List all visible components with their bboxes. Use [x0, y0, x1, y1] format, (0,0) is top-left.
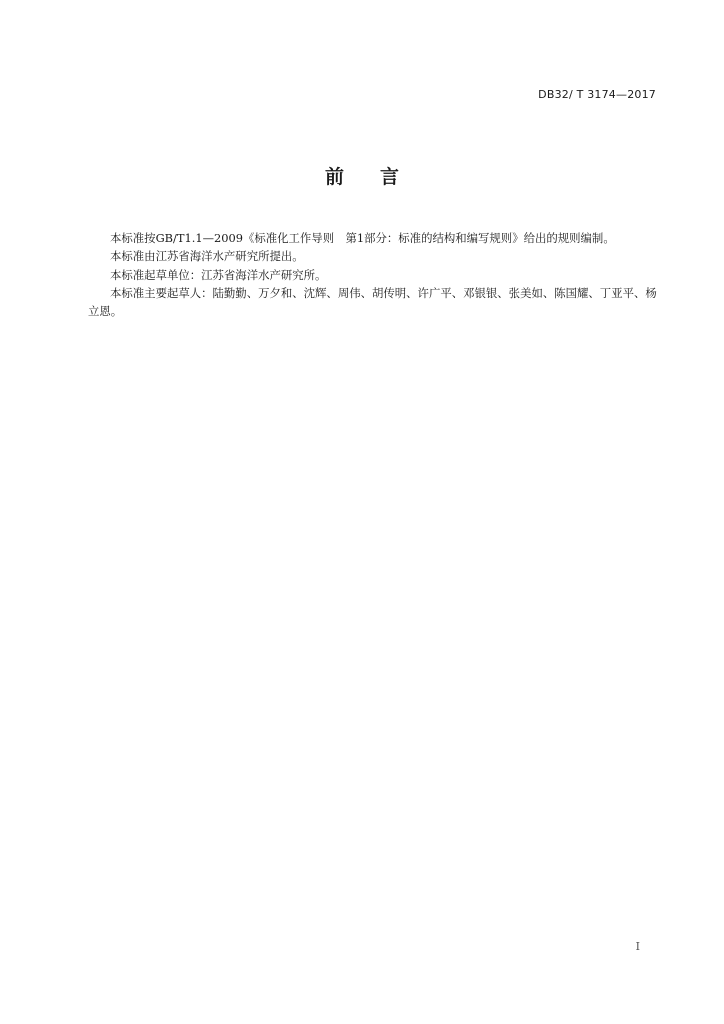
paragraph-drafters: 本标准主要起草人：陆勤勤、万夕和、沈辉、周伟、胡传明、许广平、邓银银、张美如、陈国耀、丁亚平、杨立恩。: [88, 285, 657, 319]
title-char-2: 言: [380, 166, 400, 188]
standard-number: DB32/ T 3174—2017: [538, 88, 656, 101]
foreword-body: [88, 229, 664, 320]
title-char-1: 前: [324, 166, 344, 188]
paragraph-drafting-unit: 本标准起草单位：江苏省海洋水产研究所。: [110, 267, 327, 282]
page-number: I: [635, 940, 640, 953]
paragraph-drafting-rules: 本标准按GB/T1.1—2009《标准化工作导则 第1部分：标准的结构和编写规则》给出的规则编制。: [110, 231, 615, 245]
page-title: [0, 162, 724, 189]
paragraph-proposer: 本标准由江苏省海洋水产研究所提出。: [110, 249, 304, 264]
